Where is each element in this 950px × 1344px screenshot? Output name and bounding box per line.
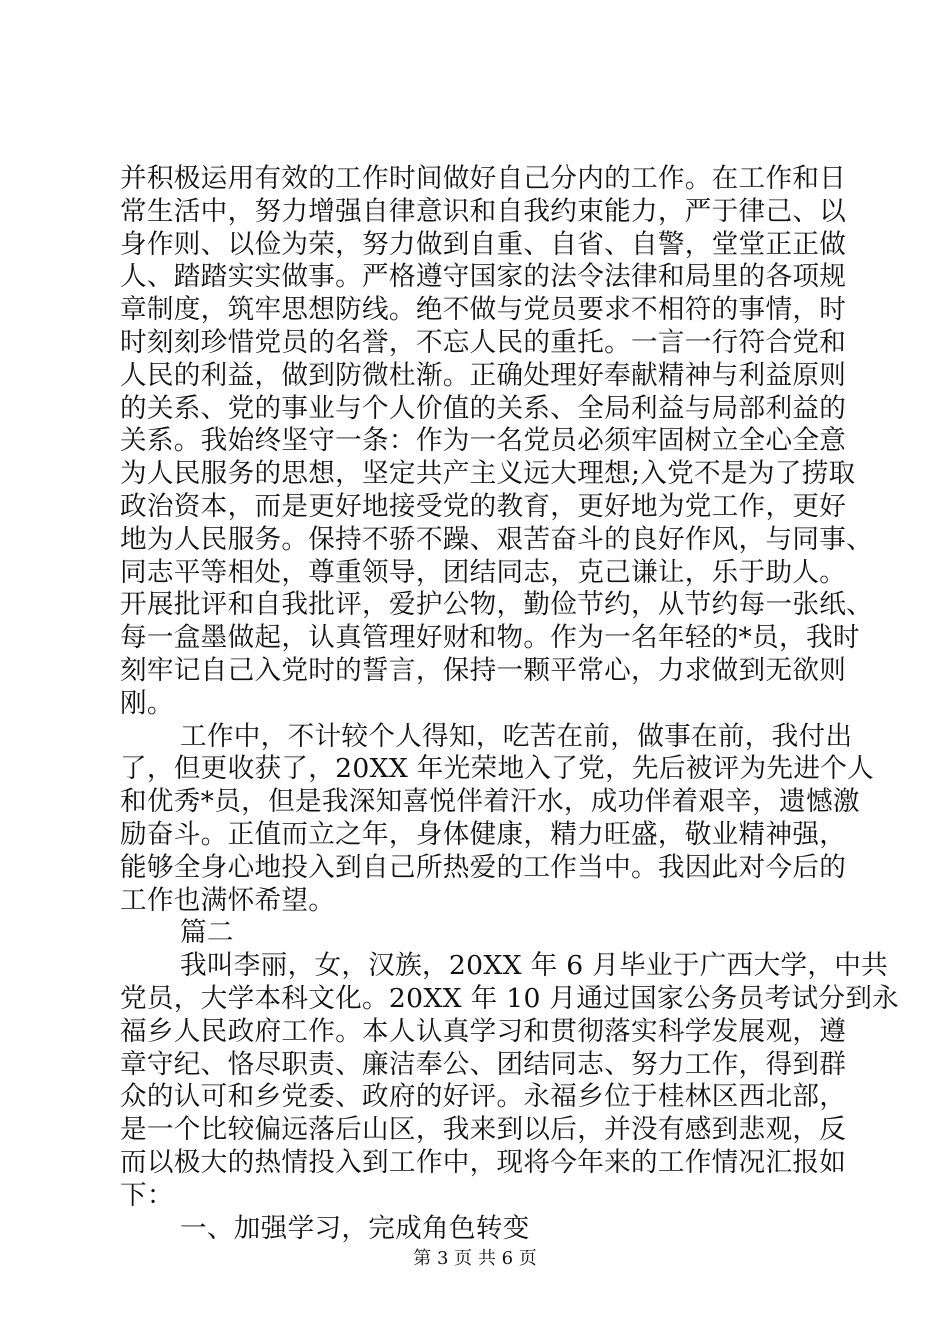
text-line: 我叫李丽，女，汉族，20XX 年 6 月毕业于广西大学，中共: [180, 950, 889, 982]
document-body: [120, 163, 900, 1245]
text-line: 是一个比较偏远落后山区，我来到以后，并没有感到悲观，反: [120, 1114, 847, 1146]
paragraph-2: [120, 720, 874, 918]
text-line: 的关系、党的事业与个人价值的关系、全局利益与局部利益的: [120, 392, 847, 424]
text-line: 地为人民服务。保持不骄不躁、艰苦奋斗的良好作风，与同事、: [120, 523, 874, 555]
text-line: 为人民服务的思想，坚定共产主义远大理想;入党不是为了捞取: [120, 458, 856, 490]
section-heading: 篇二: [180, 917, 234, 949]
text-line: 每一盒墨做起，认真管理好财和物。作为一名年轻的*员，我时: [120, 622, 860, 654]
text-line: 时刻刻珍惜党员的名誉，不忘人民的重托。一言一行符合党和: [120, 326, 847, 358]
text-line: 人民的利益，做到防微杜渐。正确处理好奉献精神与利益原则: [120, 359, 847, 391]
text-line: 而以极大的热情投入到工作中，现将今年来的工作情况汇报如: [120, 1146, 847, 1178]
text-line: 并积极运用有效的工作时间做好自己分内的工作。在工作和日: [120, 163, 847, 194]
text-line: 刻牢记自己入党时的誓言，保持一颗平常心，力求做到无欲则: [120, 654, 847, 686]
text-line: 了，但更收获了，20XX 年光荣地入了党，先后被评为先进个人: [120, 753, 874, 785]
text-line: 同志平等相处，尊重领导，团结同志，克己谦让，乐于助人。: [120, 556, 847, 588]
text-line: 开展批评和自我批评，爱护公物，勤俭节约，从节约每一张纸、: [120, 589, 874, 621]
paragraph-1: [120, 163, 874, 721]
text-line: 和优秀*员，但是我深知喜悦伴着汗水，成功伴着艰辛，遗憾激: [120, 786, 860, 818]
text-line: 人、踏踏实实做事。严格遵守国家的法令法律和局里的各项规: [120, 261, 847, 293]
text-line: 常生活中，努力增强自律意识和自我约束能力，严于律己、以: [120, 195, 847, 227]
text-line: 励奋斗。正值而立之年，身体健康，精力旺盛，敬业精神强，: [120, 818, 847, 850]
text-line: 章制度，筑牢思想防线。绝不做与党员要求不相符的事情，时: [120, 294, 847, 326]
subsection-title: 一、加强学习，完成角色转变: [180, 1212, 530, 1244]
text-line: 章守纪、恪尽职责、廉洁奉公、团结同志、努力工作，得到群: [120, 1048, 847, 1080]
text-line: 工作中，不计较个人得知，吃苦在前，做事在前，我付出: [180, 720, 853, 752]
text-line: 刚。: [120, 687, 174, 719]
page-number-footer: 第 3 页 共 6 页: [413, 1248, 537, 1269]
text-line: 福乡人民政府工作。本人认真学习和贯彻落实科学发展观，遵: [120, 1015, 847, 1047]
text-line: 政治资本，而是更好地接受党的教育，更好地为党工作，更好: [120, 490, 847, 522]
text-line: 能够全身心地投入到自己所热爱的工作当中。我因此对今后的: [120, 851, 847, 883]
text-line: 关系。我始终坚守一条：作为一名党员必须牢固树立全心全意: [120, 425, 847, 457]
text-line: 众的认可和乡党委、政府的好评。永福乡位于桂林区西北部，: [120, 1081, 847, 1113]
text-line: 党员，大学本科文化。20XX 年 10 月通过国家公务员考试分到永: [120, 982, 900, 1014]
text-line: 工作也满怀希望。: [120, 884, 336, 916]
paragraph-3: [120, 950, 900, 1212]
text-line: 下：: [120, 1179, 174, 1211]
text-line: 身作则、以俭为荣，努力做到自重、自省、自警，堂堂正正做: [120, 228, 847, 260]
